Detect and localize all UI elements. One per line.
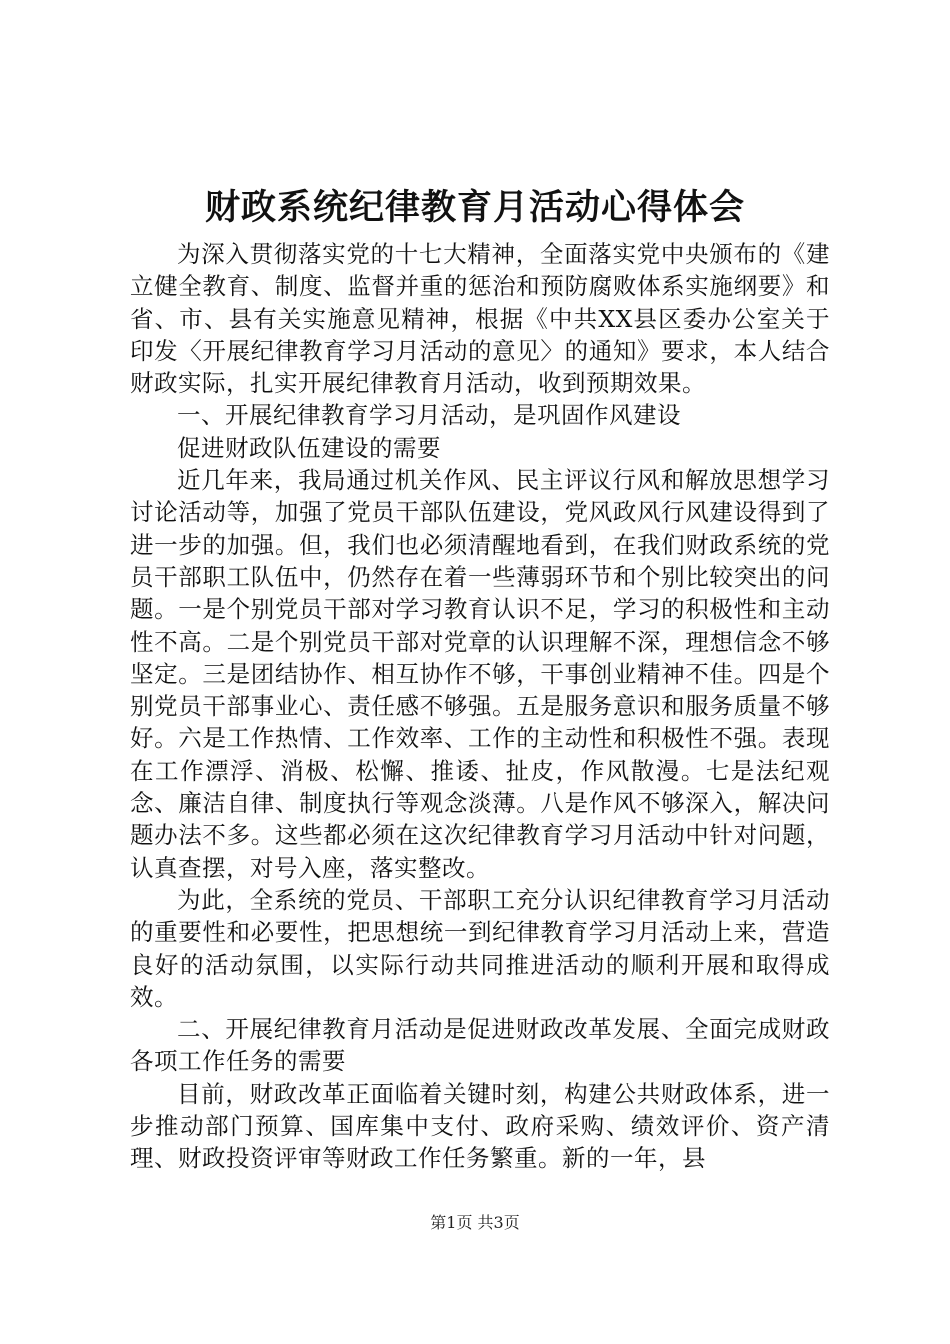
paragraph-reform: 目前，财政改革正面临着关键时刻，构建公共财政体系，进一步推动部门预算、国库集中支付、政府采购、绩效评价、资产清理、财政投资评审等财政工作任务繁重。新的一年，县 <box>130 1079 830 1173</box>
page-title: 财政系统纪律教育月活动心得体会 <box>204 187 745 228</box>
section-heading-1-continued: 促进财政队伍建设的需要 <box>177 433 441 462</box>
paragraph-conclusion: 为此，全系统的党员、干部职工充分认识纪律教育学习月活动的重要性和必要性，把思想统一到纪律教育学习月活动上来，营造良好的活动氛围，以实际行动共同推进活动的顺利开展和取得成效。 <box>130 885 830 1011</box>
section-heading-2: 二、开展纪律教育月活动是促进财政改革发展、全面完成财政各项工作任务的需要 <box>130 1015 830 1076</box>
page-number-footer: 第1页 共3页 <box>430 1213 520 1232</box>
document-body <box>130 238 830 1175</box>
paragraph-intro: 为深入贯彻落实党的十七大精神，全面落实党中央颁布的《建立健全教育、制度、监督并重的惩治和预防腐败体系实施纲要》和省、市、县有关实施意见精神，根据《中共XX县区委办公室关于印发〈开展纪律教育学习月活动的意见〉的通知》要求，本人结合财政实际，扎实开展纪律教育月活动，收到预期效果。 <box>130 240 830 398</box>
section-heading-1: 一、开展纪律教育学习月活动，是巩固作风建设 <box>177 401 681 430</box>
paragraph-problems: 近几年来，我局通过机关作风、民主评议行风和解放思想学习讨论活动等，加强了党员干部队伍建设，党风政风行风建设得到了进一步的加强。但，我们也必须清醒地看到，在我们财政系统的党员干部职工队伍中，仍然存在着一些薄弱环节和个别比较突出的问题。一是个别党员干部对学习教育认识不足，学习的积极性和主动性不高。二是个别党员干部对党章的认识理解不深，理想信念不够坚定。三是团结协作、相互协作不够，干事创业精神不佳。四是个别党员干部事业心、责任感不够强。五是服务意识和服务质量不够好。六是工作热情、工作效率、工作的主动性和积极性不强。表现在工作漂浮、消极、松懈、推诿、扯皮，作风散漫。七是法纪观念、廉洁自律、制度执行等观念淡薄。八是作风不够深入，解决问题办法不多。这些都必须在这次纪律教育学习月活动中针对问题，认真查摆，对号入座，落实整改。 <box>130 466 830 882</box>
